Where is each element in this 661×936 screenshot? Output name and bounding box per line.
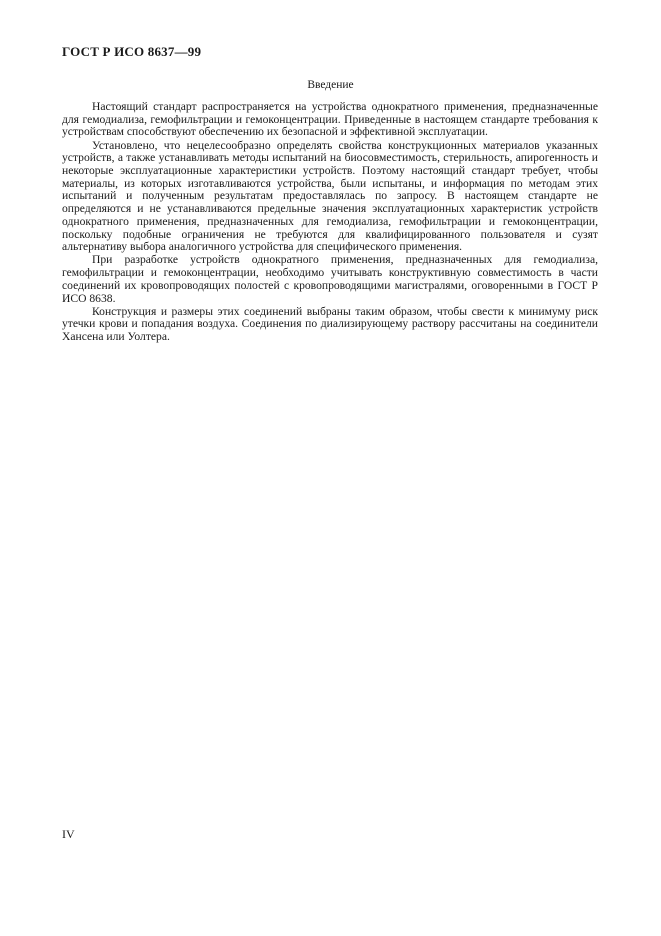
page-number: IV [62,827,75,841]
paragraph: Настоящий стандарт распространяется на устройства однократного применения, предназначенные для гемодиализа, гемофильтрации и гемоконцентрации. Приведенные в настоящем стандарте требования к устройствам способствуют обеспечению их безопасной и эффективной эксплуатации. [62,100,598,139]
section-title: Введение [307,79,354,91]
paragraph: При разработке устройств однократного применения, предназначенных для гемодиализа, гемофильтрации и гемоконцентрации, необходимо учитывать конструктивную совместимость в части соединений их кровопроводящих полостей с кровопроводящими магистралями, оговоренными в ГОСТ Р ИСО 8638. [62,253,598,305]
introduction-body [62,101,598,344]
paragraph: Конструкция и размеры этих соединений выбраны таким образом, чтобы свести к минимуму риск утечки крови и попадания воздуха. Соединения по диализирующему раствору рассчитаны на соединители Хансена или Уолтера. [62,304,598,344]
paragraph: Установлено, что нецелесообразно определять свойства конструкционных материалов указанных устройств, а также устанавливать методы испытаний на биосовместимость, стерильность, апирогенность и некоторые эксплуатационные характеристики устройств. Поэтому настоящий стандарт требует, чтобы материалы, из которых изготавливаются устройства, были испытаны, и информация по методам этих испытаний и полученным результатам предоставлялась по запросу. В настоящем стандарте не определяются и не устанавливаются предельные значения эксплуатационных характеристик устройств однократного применения, предназначенных для гемодиализа, гемофильтрации и гемоконцентрации, поскольку подобные ограничения не требуются для квалифицированного пользователя и сузят альтернативу выбора аналогичного устройства для специфического применения. [62,138,598,254]
document-header: ГОСТ Р ИСО 8637—99 [62,44,202,59]
